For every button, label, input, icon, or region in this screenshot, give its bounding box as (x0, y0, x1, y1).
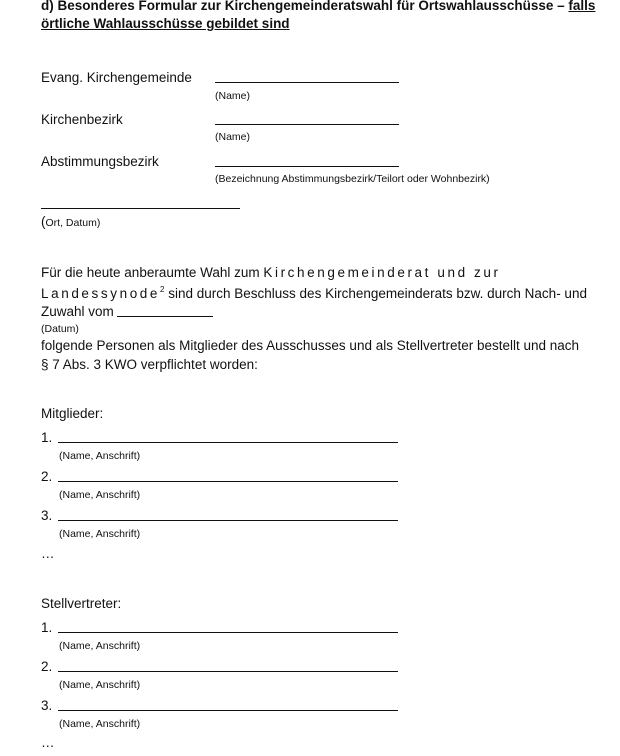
form-title-underlined-1: falls (568, 0, 596, 13)
deputy-3-hint: (Name, Anschrift) (59, 718, 141, 730)
body-line-1-a: Für die heute anberaumte Wahl zum (41, 265, 264, 280)
members-ellipsis: … (41, 546, 55, 561)
election-date-field[interactable] (117, 316, 213, 317)
body-line-1 (41, 265, 501, 280)
member-1-num: 1. (41, 430, 53, 445)
deputy-2-field[interactable] (58, 671, 398, 672)
voting-district-label: Abstimmungsbezirk (41, 154, 159, 169)
deputy-3-field[interactable] (58, 710, 398, 711)
deputy-2-hint: (Name, Anschrift) (59, 679, 141, 691)
parish-field[interactable] (215, 82, 399, 83)
place-date-hint (41, 214, 100, 229)
deputy-1-field[interactable] (58, 632, 398, 633)
member-3-hint: (Name, Anschrift) (59, 528, 141, 540)
deputy-1-hint: (Name, Anschrift) (59, 640, 141, 652)
place-date-text: Ort, Datum) (45, 217, 101, 229)
footnote-mark: 2 (160, 285, 165, 294)
form-title-line2 (41, 16, 290, 31)
deputy-1-num: 1. (41, 620, 53, 635)
member-2-hint: (Name, Anschrift) (59, 489, 141, 501)
body-line-5: § 7 Abs. 3 KWO verpflichtet worden: (41, 357, 258, 372)
deputies-title: Stellvertreter: (41, 596, 122, 611)
date-hint: (Datum) (41, 323, 79, 335)
deputies-ellipsis: … (41, 735, 55, 750)
deputy-3-num: 3. (41, 698, 53, 713)
member-1-field[interactable] (58, 442, 398, 443)
form-title-prefix: d) Besonderes Formular zur Kirchengemeinderatswahl für Ortswahlausschüsse – (41, 0, 569, 13)
member-3-field[interactable] (58, 520, 398, 521)
form-title (41, 0, 595, 13)
district-field[interactable] (215, 124, 399, 125)
body-line-4: folgende Personen als Mitglieder des Ausschusses und als Stellvertreter bestellt und nach (41, 338, 580, 353)
parish-hint: (Name) (215, 90, 251, 102)
deputy-2-num: 2. (41, 659, 53, 674)
member-2-field[interactable] (58, 481, 398, 482)
member-2-num: 2. (41, 469, 53, 484)
body-line-2-spaced: Landessynode (41, 286, 161, 301)
district-label: Kirchenbezirk (41, 112, 123, 127)
district-hint: (Name) (215, 131, 251, 143)
voting-district-hint: (Bezeichnung Abstimmungsbezirk/Teilort oder Wohnbezirk) (215, 173, 490, 185)
body-line-1-spaced: Kirchengemeinderat und zur (263, 265, 501, 280)
body-line-3: Zuwahl vom (41, 304, 114, 319)
body-line-2-rest: sind durch Beschluss des Kirchengemeinderats bzw. durch Nach- und (164, 286, 587, 301)
body-line-2 (41, 285, 587, 301)
place-date-field[interactable] (41, 208, 240, 209)
members-title: Mitglieder: (41, 406, 104, 421)
place-date-paren: ( (41, 214, 46, 229)
voting-district-field[interactable] (215, 166, 399, 167)
form-title-underlined-2: örtliche Wahlausschüsse gebildet sind (41, 16, 290, 31)
parish-label: Evang. Kirchengemeinde (41, 70, 192, 85)
member-3-num: 3. (41, 508, 53, 523)
member-1-hint: (Name, Anschrift) (59, 450, 141, 462)
